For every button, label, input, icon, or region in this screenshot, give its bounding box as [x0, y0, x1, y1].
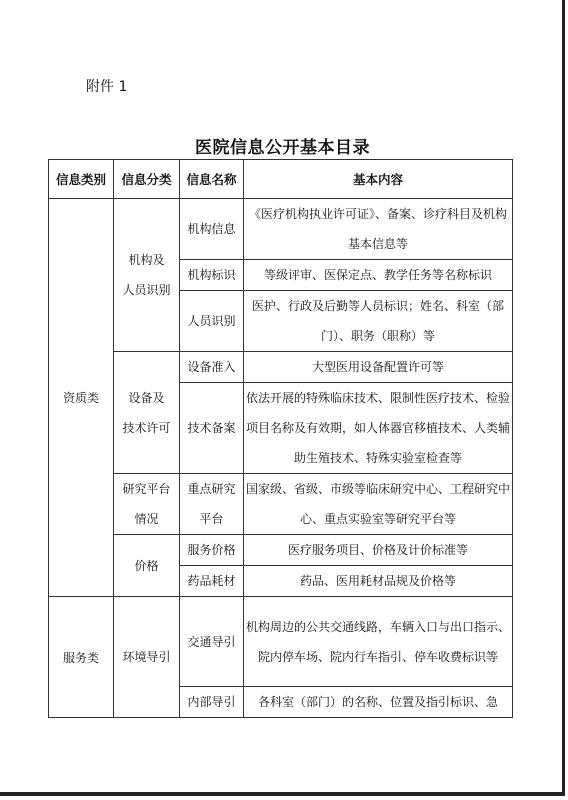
- name-cell: 服务价格: [180, 535, 244, 566]
- content-cell: 国家级、省级、市级等临床研究中心、工程研究中心、重点实验室等研究平台等: [244, 474, 513, 535]
- content-cell: 医护、行政及后勤等人员标识；姓名、科室（部门）、职务（职称）等: [244, 291, 513, 352]
- content-cell: 机构周边的公共交通线路，车辆入口与出口指示、院内停车场、院内行车指引、停车收费标识等: [244, 597, 513, 687]
- table-row: [49, 199, 513, 260]
- attachment-label: 附件 1: [86, 79, 128, 95]
- name-cell: 机构信息: [180, 199, 244, 260]
- classification-cell: 价格: [114, 535, 180, 597]
- name-cell: 机构标识: [180, 260, 244, 291]
- table-header-row: [49, 160, 513, 199]
- table-row: [49, 352, 513, 383]
- name-cell: 交通导引: [180, 597, 244, 687]
- catalog-table: [48, 159, 513, 718]
- classification-cell: 研究平台 情况: [114, 474, 180, 535]
- classification-cell: 机构及 人员识别: [114, 199, 180, 352]
- header-classification: 信息分类: [114, 160, 180, 199]
- content-cell: 药品、医用耗材品规及价格等: [244, 566, 513, 597]
- name-cell: 技术备案: [180, 383, 244, 474]
- content-cell: 大型医用设备配置许可等: [244, 352, 513, 383]
- category-cell: 服务类: [49, 597, 114, 718]
- content-cell: 《医疗机构执业许可证》、备案、诊疗科目及机构基本信息等: [244, 199, 513, 260]
- table-row: [49, 535, 513, 566]
- name-cell: 药品耗材: [180, 566, 244, 597]
- name-cell: 人员识别: [180, 291, 244, 352]
- table-row: [49, 597, 513, 687]
- header-category: 信息类别: [49, 160, 114, 199]
- header-name: 信息名称: [180, 160, 244, 199]
- classification-cell: 设备及 技术许可: [114, 352, 180, 474]
- name-cell: 重点研究 平台: [180, 474, 244, 535]
- content-cell: 等级评审、医保定点、教学任务等名称标识: [244, 260, 513, 291]
- table-row: [49, 474, 513, 535]
- category-cell: 资质类: [49, 199, 114, 597]
- name-cell: 内部导引: [180, 687, 244, 718]
- document-title: 医院信息公开基本目录: [195, 138, 370, 158]
- header-content: 基本内容: [244, 160, 513, 199]
- content-cell: 依法开展的特殊临床技术、限制性医疗技术、检验项目名称及有效期，如人体器官移植技术、人类辅助生殖技术、特殊实验室检查等: [244, 383, 513, 474]
- name-cell: 设备准入: [180, 352, 244, 383]
- content-cell: 各科室（部门）的名称、位置及指引标识、急: [244, 687, 513, 718]
- content-cell: 医疗服务项目、价格及计价标准等: [244, 535, 513, 566]
- classification-cell: 环境导引: [114, 597, 180, 718]
